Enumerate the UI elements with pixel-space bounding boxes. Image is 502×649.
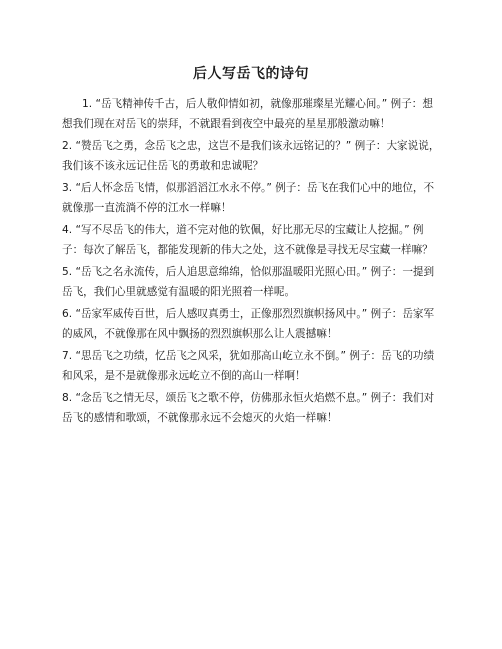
list-item: 1. “岳飞精神传千古，后人敬仰情如初，就像那璀璨星光耀心间。” 例子：想想我们现在对岳飞的崇拜，不就跟看到夜空中最亮的星星那般激动嘛！ bbox=[62, 98, 433, 130]
poem-list bbox=[62, 94, 440, 428]
list-item: 6. “岳家军威传百世，后人感叹真勇士，正像那烈烈旗帜扬风中。” 例子：岳家军的威风，不就像那在风中飘扬的烈烈旗帜那么让人震撼嘛！ bbox=[62, 308, 435, 340]
list-item: 8. “念岳飞之情无尽，颂岳飞之歌不停，仿佛那永恒火焰燃不息。” 例子：我们对岳飞的感情和歌颂，不就像那永远不会熄灭的火焰一样嘛！ bbox=[62, 392, 435, 424]
list-item: 5. “岳飞之名永流传，后人追思意绵绵，恰似那温暖阳光照心田。” 例子：一提到岳飞，我们心里就感觉有温暖的阳光照着一样呢。 bbox=[62, 266, 435, 298]
list-item: 7. “思岳飞之功绩，忆岳飞之风采，犹如那高山屹立永不倒。” 例子：岳飞的功绩和风采，是不是就像那永远屹立不倒的高山一样啊！ bbox=[62, 350, 435, 382]
list-item: 4. “写不尽岳飞的伟大，道不完对他的钦佩，好比那无尽的宝藏让人挖掘。” 例子：每次了解岳飞，都能发现新的伟大之处，这不就像是寻找无尽宝藏一样嘛？ bbox=[62, 224, 433, 256]
list-item: 3. “后人怀念岳飞情，似那滔滔江水永不停。” 例子：岳飞在我们心中的地位，不就像那一直流淌不停的江水一样嘛！ bbox=[62, 182, 435, 214]
list-item: 2. “赞岳飞之勇，念岳飞之忠，这岂不是我们该永远铭记的？” 例子：大家说说，我们该不该永远记住岳飞的勇敢和忠诚呢？ bbox=[62, 140, 440, 172]
document-title: 后人写岳飞的诗句 bbox=[193, 66, 309, 82]
